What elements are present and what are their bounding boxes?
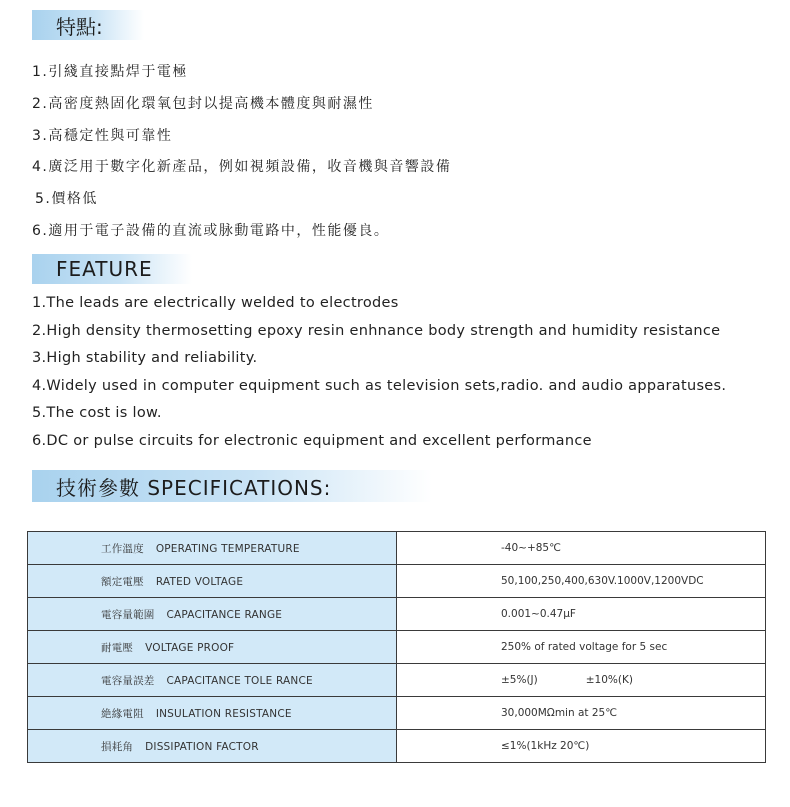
spec-value: -40~+85℃: [397, 532, 766, 565]
features-en-item: 1.The leads are electrically welded to electrodes: [32, 295, 399, 311]
spec-value: ≤1%(1kHz 20℃): [397, 730, 766, 763]
table-row: [28, 565, 766, 598]
spec-label-cn: 額定電壓: [101, 575, 144, 588]
features-cn-heading-text: 特點:: [56, 14, 103, 39]
features-cn-item: 2.高密度熱固化環氧包封以提高機本體度與耐濕性: [32, 96, 374, 112]
features-en-item: 6.DC or pulse circuits for electronic equipment and excellent performance: [32, 433, 592, 449]
spec-label: [28, 565, 397, 598]
features-cn-item: 6.適用于電子設備的直流或脉動電路中，性能優良。: [32, 223, 390, 239]
spec-label-en: RATED VOLTAGE: [155, 575, 244, 588]
spec-label-en: OPERATING TEMPERATURE: [155, 542, 300, 555]
spec-label: [28, 730, 397, 763]
spec-label-en: CAPACITANCE TOLE RANCE: [166, 674, 313, 687]
features-cn-item: 4.廣泛用于數字化新產品，例如視頻設備，收音機與音響設備: [32, 159, 452, 175]
spec-label-cn: 工作溫度: [101, 542, 144, 555]
features-en-item: 5.The cost is low.: [32, 405, 162, 421]
specs-table: [27, 531, 766, 763]
spec-label-en: VOLTAGE PROOF: [145, 641, 235, 654]
features-en-heading: [32, 254, 192, 284]
spec-value: 250% of rated voltage for 5 sec: [397, 631, 766, 664]
spec-value: 30,000MΩmin at 25℃: [397, 697, 766, 730]
spec-label: [28, 598, 397, 631]
spec-label-en: INSULATION RESISTANCE: [155, 707, 292, 720]
features-en-item: 2.High density thermosetting epoxy resin enhnance body strength and humidity resistance: [32, 323, 721, 339]
spec-value: [397, 664, 766, 697]
spec-label-cn: 電容量誤差: [101, 674, 155, 687]
spec-label-en: DISSIPATION FACTOR: [145, 740, 259, 753]
table-row: [28, 598, 766, 631]
spec-label-en: CAPACITANCE RANGE: [166, 608, 283, 621]
spec-label: [28, 664, 397, 697]
table-row: [28, 730, 766, 763]
features-cn-item: 3.高穩定性與可靠性: [32, 128, 173, 144]
features-cn-heading: [32, 10, 144, 40]
table-row: [28, 664, 766, 697]
table-row: [28, 532, 766, 565]
features-en-item: 4.Widely used in computer equipment such as television sets,radio. and audio apparatuses.: [32, 378, 727, 394]
spec-label-cn: 絶緣電阻: [101, 707, 144, 720]
table-row: [28, 631, 766, 664]
spec-label-cn: 損耗角: [101, 740, 134, 753]
features-cn-item: 1.引綫直接點焊于電極: [32, 64, 188, 80]
specs-heading: [32, 470, 432, 502]
spec-label: [28, 532, 397, 565]
spec-value: 50,100,250,400,630V.1000V,1200VDC: [397, 565, 766, 598]
features-cn-item: 5.價格低: [35, 191, 98, 207]
specs-heading-text: 技術參數 SPECIFICATIONS:: [56, 475, 332, 500]
spec-value: 0.001~0.47μF: [397, 598, 766, 631]
features-en-heading-text: FEATURE: [56, 257, 153, 281]
spec-value-k: ±10%(K): [585, 674, 633, 686]
spec-label-cn: 電容量範圍: [101, 608, 155, 621]
spec-label: [28, 631, 397, 664]
table-row: [28, 697, 766, 730]
spec-label-cn: 耐電壓: [101, 641, 134, 654]
features-en-item: 3.High stability and reliability.: [32, 350, 258, 366]
spec-value-j: ±5%(J): [501, 674, 538, 686]
spec-label: [28, 697, 397, 730]
